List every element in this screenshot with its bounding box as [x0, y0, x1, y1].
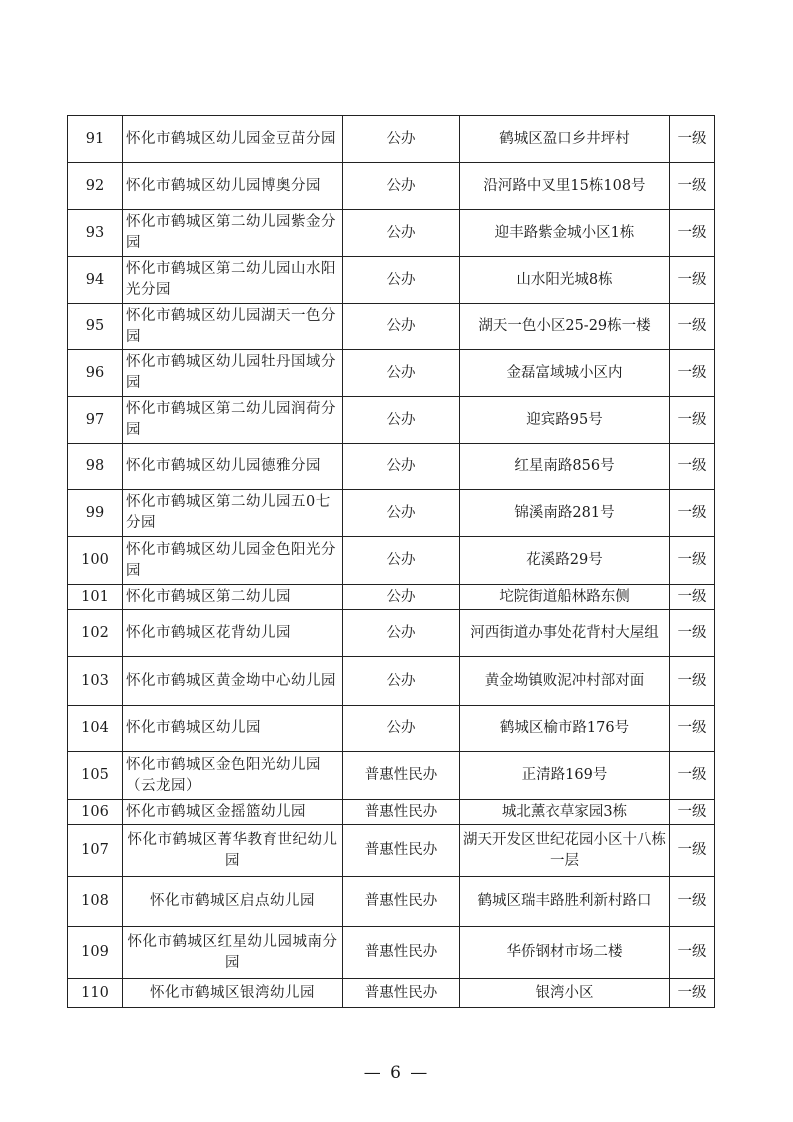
school-type: 公办	[343, 610, 460, 657]
address: 鹤城区瑞丰路胜利新村路口	[460, 877, 670, 927]
kindergarten-name: 怀化市鹤城区幼儿园牡丹国域分园	[123, 350, 343, 397]
kindergarten-name: 怀化市鹤城区黄金坳中心幼儿园	[123, 657, 343, 706]
grade-level: 一级	[670, 210, 715, 257]
table-row	[68, 444, 715, 490]
kindergarten-name: 怀化市鹤城区幼儿园金色阳光分园	[123, 537, 343, 585]
row-number: 107	[68, 825, 123, 877]
table-row	[68, 800, 715, 825]
address: 城北薰衣草家园3栋	[460, 800, 670, 825]
grade-level: 一级	[670, 825, 715, 877]
table-row	[68, 706, 715, 752]
address: 沿河路中叉里15栋108号	[460, 163, 670, 210]
table-row	[68, 116, 715, 163]
school-type: 普惠性民办	[343, 825, 460, 877]
row-number: 98	[68, 444, 123, 490]
table-row	[68, 210, 715, 257]
address: 坨院街道船林路东侧	[460, 585, 670, 610]
kindergarten-name: 怀化市鹤城区幼儿园德雅分园	[123, 444, 343, 490]
kindergarten-name: 怀化市鹤城区银湾幼儿园	[123, 979, 343, 1008]
school-type: 公办	[343, 350, 460, 397]
grade-level: 一级	[670, 397, 715, 444]
grade-level: 一级	[670, 490, 715, 537]
school-type: 公办	[343, 210, 460, 257]
grade-level: 一级	[670, 257, 715, 304]
kindergarten-name: 怀化市鹤城区第二幼儿园山水阳光分园	[123, 257, 343, 304]
kindergarten-name: 怀化市鹤城区启点幼儿园	[123, 877, 343, 927]
school-type: 普惠性民办	[343, 752, 460, 800]
row-number: 109	[68, 927, 123, 979]
grade-level: 一级	[670, 657, 715, 706]
row-number: 96	[68, 350, 123, 397]
grade-level: 一级	[670, 350, 715, 397]
grade-level: 一级	[670, 585, 715, 610]
address: 锦溪南路281号	[460, 490, 670, 537]
row-number: 108	[68, 877, 123, 927]
grade-level: 一级	[670, 877, 715, 927]
kindergarten-name: 怀化市鹤城区第二幼儿园五0七分园	[123, 490, 343, 537]
address: 华侨钢材市场二楼	[460, 927, 670, 979]
address: 花溪路29号	[460, 537, 670, 585]
kindergarten-name: 怀化市鹤城区幼儿园	[123, 706, 343, 752]
school-type: 公办	[343, 163, 460, 210]
table-row	[68, 585, 715, 610]
kindergarten-table	[67, 115, 715, 1008]
row-number: 105	[68, 752, 123, 800]
school-type: 公办	[343, 537, 460, 585]
address: 正清路169号	[460, 752, 670, 800]
grade-level: 一级	[670, 304, 715, 350]
address: 黄金坳镇败泥冲村部对面	[460, 657, 670, 706]
row-number: 95	[68, 304, 123, 350]
address: 红星南路856号	[460, 444, 670, 490]
table-row	[68, 877, 715, 927]
grade-level: 一级	[670, 979, 715, 1008]
school-type: 普惠性民办	[343, 877, 460, 927]
kindergarten-name: 怀化市鹤城区金摇篮幼儿园	[123, 800, 343, 825]
school-type: 普惠性民办	[343, 979, 460, 1008]
address: 银湾小区	[460, 979, 670, 1008]
table-row	[68, 304, 715, 350]
table-row	[68, 490, 715, 537]
table-row	[68, 657, 715, 706]
table-row	[68, 825, 715, 877]
grade-level: 一级	[670, 444, 715, 490]
address: 鹤城区榆市路176号	[460, 706, 670, 752]
row-number: 91	[68, 116, 123, 163]
school-type: 公办	[343, 397, 460, 444]
table-row	[68, 350, 715, 397]
address: 湖天开发区世纪花园小区十八栋一层	[460, 825, 670, 877]
row-number: 92	[68, 163, 123, 210]
row-number: 100	[68, 537, 123, 585]
address: 河西街道办事处花背村大屋组	[460, 610, 670, 657]
school-type: 公办	[343, 657, 460, 706]
school-type: 普惠性民办	[343, 927, 460, 979]
row-number: 101	[68, 585, 123, 610]
row-number: 97	[68, 397, 123, 444]
kindergarten-name: 怀化市鹤城区第二幼儿园紫金分园	[123, 210, 343, 257]
table-row	[68, 537, 715, 585]
row-number: 110	[68, 979, 123, 1008]
school-type: 公办	[343, 444, 460, 490]
school-type: 公办	[343, 304, 460, 350]
address: 湖天一色小区25-29栋一楼	[460, 304, 670, 350]
row-number: 102	[68, 610, 123, 657]
kindergarten-name: 怀化市鹤城区第二幼儿园润荷分园	[123, 397, 343, 444]
kindergarten-name: 怀化市鹤城区幼儿园博奥分园	[123, 163, 343, 210]
grade-level: 一级	[670, 706, 715, 752]
address: 鹤城区盈口乡井坪村	[460, 116, 670, 163]
kindergarten-name: 怀化市鹤城区花背幼儿园	[123, 610, 343, 657]
grade-level: 一级	[670, 116, 715, 163]
row-number: 99	[68, 490, 123, 537]
table-row	[68, 752, 715, 800]
table-row	[68, 397, 715, 444]
kindergarten-name: 怀化市鹤城区幼儿园湖天一色分园	[123, 304, 343, 350]
page-number: — 6 —	[363, 1063, 430, 1083]
kindergarten-name: 怀化市鹤城区金色阳光幼儿园（云龙园）	[123, 752, 343, 800]
table-row	[68, 979, 715, 1008]
row-number: 103	[68, 657, 123, 706]
grade-level: 一级	[670, 610, 715, 657]
grade-level: 一级	[670, 927, 715, 979]
kindergarten-name: 怀化市鹤城区红星幼儿园城南分园	[123, 927, 343, 979]
table-row	[68, 257, 715, 304]
school-type: 公办	[343, 585, 460, 610]
row-number: 93	[68, 210, 123, 257]
school-type: 普惠性民办	[343, 800, 460, 825]
table-row	[68, 927, 715, 979]
grade-level: 一级	[670, 800, 715, 825]
kindergarten-name: 怀化市鹤城区菁华教育世纪幼儿园	[123, 825, 343, 877]
row-number: 106	[68, 800, 123, 825]
row-number: 94	[68, 257, 123, 304]
table-row	[68, 610, 715, 657]
grade-level: 一级	[670, 752, 715, 800]
kindergarten-name: 怀化市鹤城区幼儿园金豆苗分园	[123, 116, 343, 163]
address: 山水阳光城8栋	[460, 257, 670, 304]
grade-level: 一级	[670, 163, 715, 210]
address: 金磊富域城小区内	[460, 350, 670, 397]
school-type: 公办	[343, 116, 460, 163]
row-number: 104	[68, 706, 123, 752]
address: 迎宾路95号	[460, 397, 670, 444]
school-type: 公办	[343, 706, 460, 752]
table-row	[68, 163, 715, 210]
school-type: 公办	[343, 257, 460, 304]
address: 迎丰路紫金城小区1栋	[460, 210, 670, 257]
school-type: 公办	[343, 490, 460, 537]
kindergarten-name: 怀化市鹤城区第二幼儿园	[123, 585, 343, 610]
grade-level: 一级	[670, 537, 715, 585]
